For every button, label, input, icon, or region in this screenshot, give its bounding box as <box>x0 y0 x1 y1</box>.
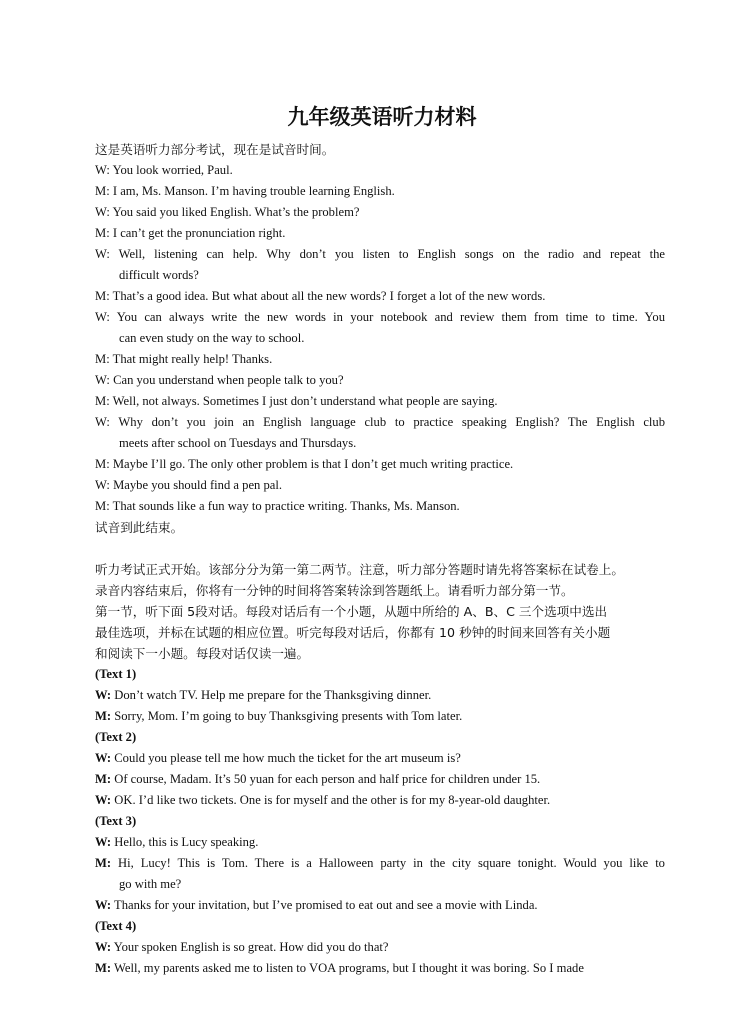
speaker-label: M: <box>95 961 112 975</box>
speaker-label: W: <box>95 478 110 492</box>
speaker-label: W: <box>95 415 110 429</box>
dialogue-line <box>95 706 665 727</box>
speaker-label: M: <box>95 457 110 471</box>
speaker-label: M: <box>95 394 110 408</box>
dialogue-line <box>95 181 665 202</box>
dialogue-line <box>95 160 665 181</box>
dialogue-text: Maybe you should find a pen pal. <box>113 478 283 492</box>
text-heading: (Text 1) <box>95 667 137 681</box>
section-gap <box>95 538 665 559</box>
instructions-block <box>95 559 665 664</box>
dialogue-text: I can’t get the pronunciation right. <box>112 226 286 240</box>
dialogue-line <box>95 286 665 307</box>
dialogue-line <box>95 475 665 496</box>
speaker-label: W: <box>95 373 110 387</box>
dialogue-line <box>95 223 665 244</box>
dialogue-text: Don’t watch TV. Help me prepare for the Thanksgiving dinner. <box>114 688 432 702</box>
dialogue-text: Can you understand when people talk to you? <box>113 373 344 387</box>
dialogue-continuation: difficult words? <box>119 268 199 282</box>
dialogue-line <box>95 790 665 811</box>
dialogue-text: Why don’t you join an English language club to practice speaking English? The English club <box>118 415 666 429</box>
speaker-label: M: <box>95 772 112 786</box>
speaker-label: M: <box>95 184 110 198</box>
text-heading: (Text 2) <box>95 730 137 744</box>
trial-dialogue <box>95 160 665 517</box>
dialogue-line <box>95 958 665 979</box>
dialogue-line <box>95 748 665 769</box>
dialogue-text: Maybe I’ll go. The only other problem is that I don’t get much writing practice. <box>112 457 514 471</box>
speaker-label: W: <box>95 898 112 912</box>
instruction-line: 第一节，听下面 5段对话。每段对话后有一个小题，从题中所给的 A、B、C 三个选项中选出 <box>95 604 608 619</box>
dialogue-text: That’s a good idea. But what about all the new words? I forget a lot of the new words. <box>112 289 546 303</box>
speaker-label: W: <box>95 688 112 702</box>
instruction-line: 听力考试正式开始。该部分分为第一第二两节。注意，听力部分答题时请先将答案标在试卷上。 <box>95 562 624 577</box>
speaker-label: W: <box>95 940 112 954</box>
dialogue-line <box>95 769 665 790</box>
dialogue-line <box>95 307 665 328</box>
dialogue-text: Hello, this is Lucy speaking. <box>114 835 259 849</box>
dialogue-continuation: meets after school on Tuesdays and Thursdays. <box>119 436 357 450</box>
dialogue-text: Well, listening can help. Why don’t you listen to English songs on the radio and repeat the <box>118 247 665 261</box>
dialogue-text: You can always write the new words in your notebook and review them from time to time. You <box>116 310 665 324</box>
speaker-label: M: <box>95 709 112 723</box>
dialogue-text: That might really help! Thanks. <box>112 352 273 366</box>
speaker-label: M: <box>95 226 110 240</box>
intro-line: 这是英语听力部分考试，现在是试音时间。 <box>95 142 335 157</box>
dialogue-text: OK. I’d like two tickets. One is for myself and the other is for my 8-year-old daughter. <box>114 793 551 807</box>
dialogue-line <box>95 202 665 223</box>
page-title: 九年级英语听力材料 <box>287 104 477 129</box>
speaker-label: W: <box>95 163 110 177</box>
instruction-line: 最佳选项，并标在试题的相应位置。听完每段对话后，你都有 10 秒钟的时间来回答有关小题 <box>95 625 611 640</box>
dialogue-line <box>95 832 665 853</box>
speaker-label: M: <box>95 856 112 870</box>
speaker-label: M: <box>95 499 110 513</box>
dialogue-text: Thanks for your invitation, but I’ve promised to eat out and see a movie with Linda. <box>114 898 538 912</box>
dialogue-line <box>95 370 665 391</box>
trial-end-line: 试音到此结束。 <box>95 520 184 535</box>
instruction-line: 和阅读下一小题。每段对话仅读一遍。 <box>95 646 310 661</box>
dialogue-line <box>95 412 665 433</box>
speaker-label: W: <box>95 751 112 765</box>
dialogue-text: Well, not always. Sometimes I just don’t understand what people are saying. <box>112 394 498 408</box>
dialogue-line <box>95 895 665 916</box>
dialogue-continuation: go with me? <box>119 877 182 891</box>
speaker-label: W: <box>95 247 110 261</box>
dialogue-text: Your spoken English is so great. How did you do that? <box>113 940 389 954</box>
text-heading: (Text 3) <box>95 814 137 828</box>
document-body <box>95 139 665 979</box>
speaker-label: W: <box>95 205 110 219</box>
speaker-label: W: <box>95 835 112 849</box>
dialogue-line <box>95 244 665 265</box>
dialogue-text: You look worried, Paul. <box>112 163 233 177</box>
dialogue-text: That sounds like a fun way to practice writing. Thanks, Ms. Manson. <box>112 499 460 513</box>
dialogue-continuation: can even study on the way to school. <box>119 331 305 345</box>
dialogue-line <box>95 349 665 370</box>
dialogue-line <box>95 454 665 475</box>
listening-texts <box>95 664 665 979</box>
speaker-label: W: <box>95 793 112 807</box>
speaker-label: M: <box>95 352 110 366</box>
dialogue-text: Could you please tell me how much the ticket for the art museum is? <box>114 751 461 765</box>
dialogue-text: Sorry, Mom. I’m going to buy Thanksgiving presents with Tom later. <box>114 709 463 723</box>
text-heading: (Text 4) <box>95 919 137 933</box>
speaker-label: W: <box>95 310 110 324</box>
dialogue-line <box>95 391 665 412</box>
dialogue-line <box>95 937 665 958</box>
dialogue-text: Well, my parents asked me to listen to VOA programs, but I thought it was boring. So I made <box>114 961 584 975</box>
dialogue-text: You said you liked English. What’s the problem? <box>112 205 360 219</box>
dialogue-text: Of course, Madam. It’s 50 yuan for each person and half price for children under 15. <box>114 772 541 786</box>
instruction-line: 录音内容结束后，你将有一分钟的时间将答案转涂到答题纸上。请看听力部分第一节。 <box>95 583 574 598</box>
dialogue-line <box>95 853 665 874</box>
dialogue-text: I am, Ms. Manson. I’m having trouble learning English. <box>112 184 395 198</box>
dialogue-text: Hi, Lucy! This is Tom. There is a Halloween party in the city square tonight. Would you like to <box>118 856 665 870</box>
dialogue-line <box>95 685 665 706</box>
dialogue-line <box>95 496 665 517</box>
speaker-label: M: <box>95 289 110 303</box>
